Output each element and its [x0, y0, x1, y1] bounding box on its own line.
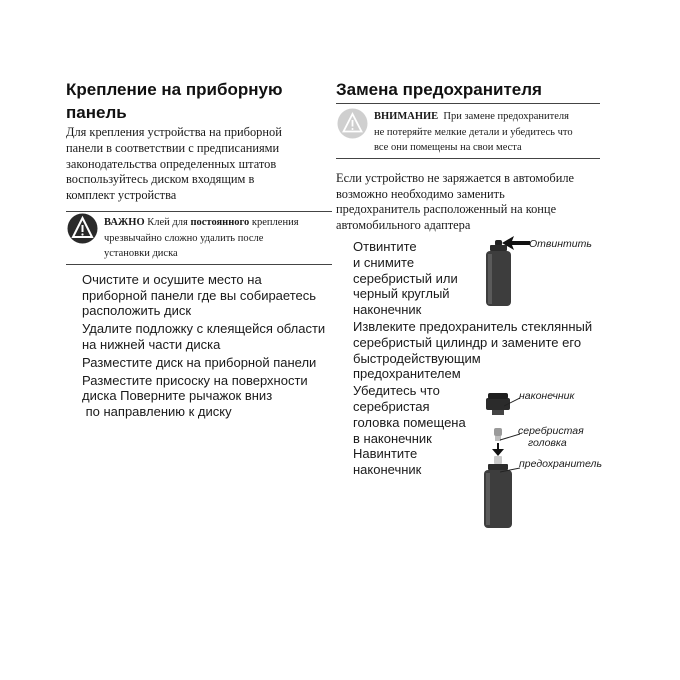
- text-line: предохранителем: [353, 366, 461, 382]
- text-line: Для крепления устройства на приборной: [66, 125, 282, 139]
- important-line3: установки диска: [104, 248, 178, 260]
- text-line: Если устройство не заряжается в автомобиле: [336, 170, 575, 185]
- important-line2: чрезвычайно сложно удалить после: [104, 232, 264, 244]
- text-fragment: При замене предохранителя: [438, 111, 569, 122]
- text-fragment: Клей для: [147, 216, 191, 228]
- fuse-intro-paragraph: [336, 171, 600, 234]
- text-line: наконечник: [353, 302, 422, 318]
- text-line: приборной панели где вы собираетесь: [82, 287, 317, 303]
- dashboard-steps: [66, 272, 332, 420]
- heading-line: Замена предохранителя: [336, 80, 542, 99]
- text-line: воспользуйтесь диском входящим в: [66, 172, 255, 187]
- fuse-leader-line: [500, 460, 520, 466]
- caution-warning-icon: [337, 108, 368, 144]
- caution-label: ВНИМАНИЕ: [374, 111, 439, 122]
- text-line: черный круглый: [353, 286, 450, 302]
- text-line: серебристый цилиндр и замените его: [353, 334, 582, 350]
- text-fragment: крепления: [249, 216, 299, 228]
- text-line: комплект устройства: [66, 188, 177, 203]
- text-line: на нижней части диска: [82, 336, 221, 352]
- important-line1: [104, 215, 332, 231]
- important-note: [66, 211, 332, 265]
- fuse-step-2: [336, 319, 600, 382]
- text-line: Разместите диск на приборной панели: [82, 354, 317, 370]
- text-line: серебристый или: [353, 270, 458, 286]
- text-line: диска Поверните рычажок вниз: [82, 388, 273, 404]
- step-item: [82, 321, 332, 353]
- text-line: и снимите: [353, 254, 415, 270]
- section-heading-fuse-replacement: [336, 80, 600, 100]
- heading-line: панель: [66, 103, 127, 122]
- text-line: Разместите присоску на поверхности: [82, 372, 308, 388]
- text-line: расположить диск: [82, 303, 192, 319]
- text-line: в наконечник: [353, 430, 432, 446]
- section-heading-dashboard-mount-line2: [66, 100, 332, 126]
- text-line: автомобильного адаптера: [336, 218, 471, 233]
- text-line: Убедитесь что: [353, 383, 440, 399]
- tip-leader-line: [504, 394, 520, 404]
- unscrew-label: Отвинтить: [529, 238, 592, 250]
- caution-line1: [374, 109, 600, 125]
- text-line: предохранитель расположенный на конце: [336, 202, 557, 217]
- important-label: ВАЖНО: [104, 216, 145, 228]
- caution-line2: не потеряйте мелкие детали и убедитесь что: [374, 126, 573, 138]
- silver-head-label-line1: серебристая: [518, 425, 584, 437]
- section-heading-dashboard-mount: [66, 80, 332, 100]
- unscrew-arrow-icon: [502, 235, 530, 251]
- step-item: [82, 355, 332, 371]
- text-line: по направлению к диску: [82, 404, 232, 420]
- important-warning-icon: [67, 213, 98, 249]
- silver-head-label-line2: головка: [528, 437, 567, 449]
- text-line: серебристая: [353, 398, 430, 414]
- step-item: [82, 272, 332, 319]
- fuse-label: предохранитель: [519, 458, 602, 470]
- text-line: Извлеките предохранитель стеклянный: [353, 318, 593, 334]
- fuse-step-1: [336, 239, 600, 318]
- right-column: [336, 80, 600, 478]
- left-column: [66, 80, 332, 422]
- text-line: наконечник: [353, 462, 422, 478]
- text-line: Отвинтите: [353, 238, 417, 254]
- text-line: головка помещена: [353, 414, 466, 430]
- text-line: возможно необходимо заменить: [336, 186, 505, 201]
- text-line: законодательства определенных штатов: [66, 156, 277, 171]
- step-item: [82, 373, 332, 420]
- caution-note: [336, 103, 600, 159]
- text-line: быстродействующим: [353, 350, 481, 366]
- caution-line3: все они помещены на свои места: [374, 142, 522, 154]
- silver-head-leader-line: [500, 428, 520, 436]
- text-line: Навинтите: [353, 446, 418, 462]
- text-fragment-bold: постоянного: [190, 216, 250, 228]
- heading-line: Крепление на приборную: [66, 80, 283, 99]
- text-line: Удалите подложку с клеящейся области: [82, 321, 326, 337]
- text-line: Очистите и осушите место на: [82, 271, 262, 287]
- text-line: панели в соответствии с предписаниями: [66, 140, 280, 155]
- dashboard-intro-paragraph: [66, 125, 332, 204]
- tip-label: наконечник: [519, 390, 575, 402]
